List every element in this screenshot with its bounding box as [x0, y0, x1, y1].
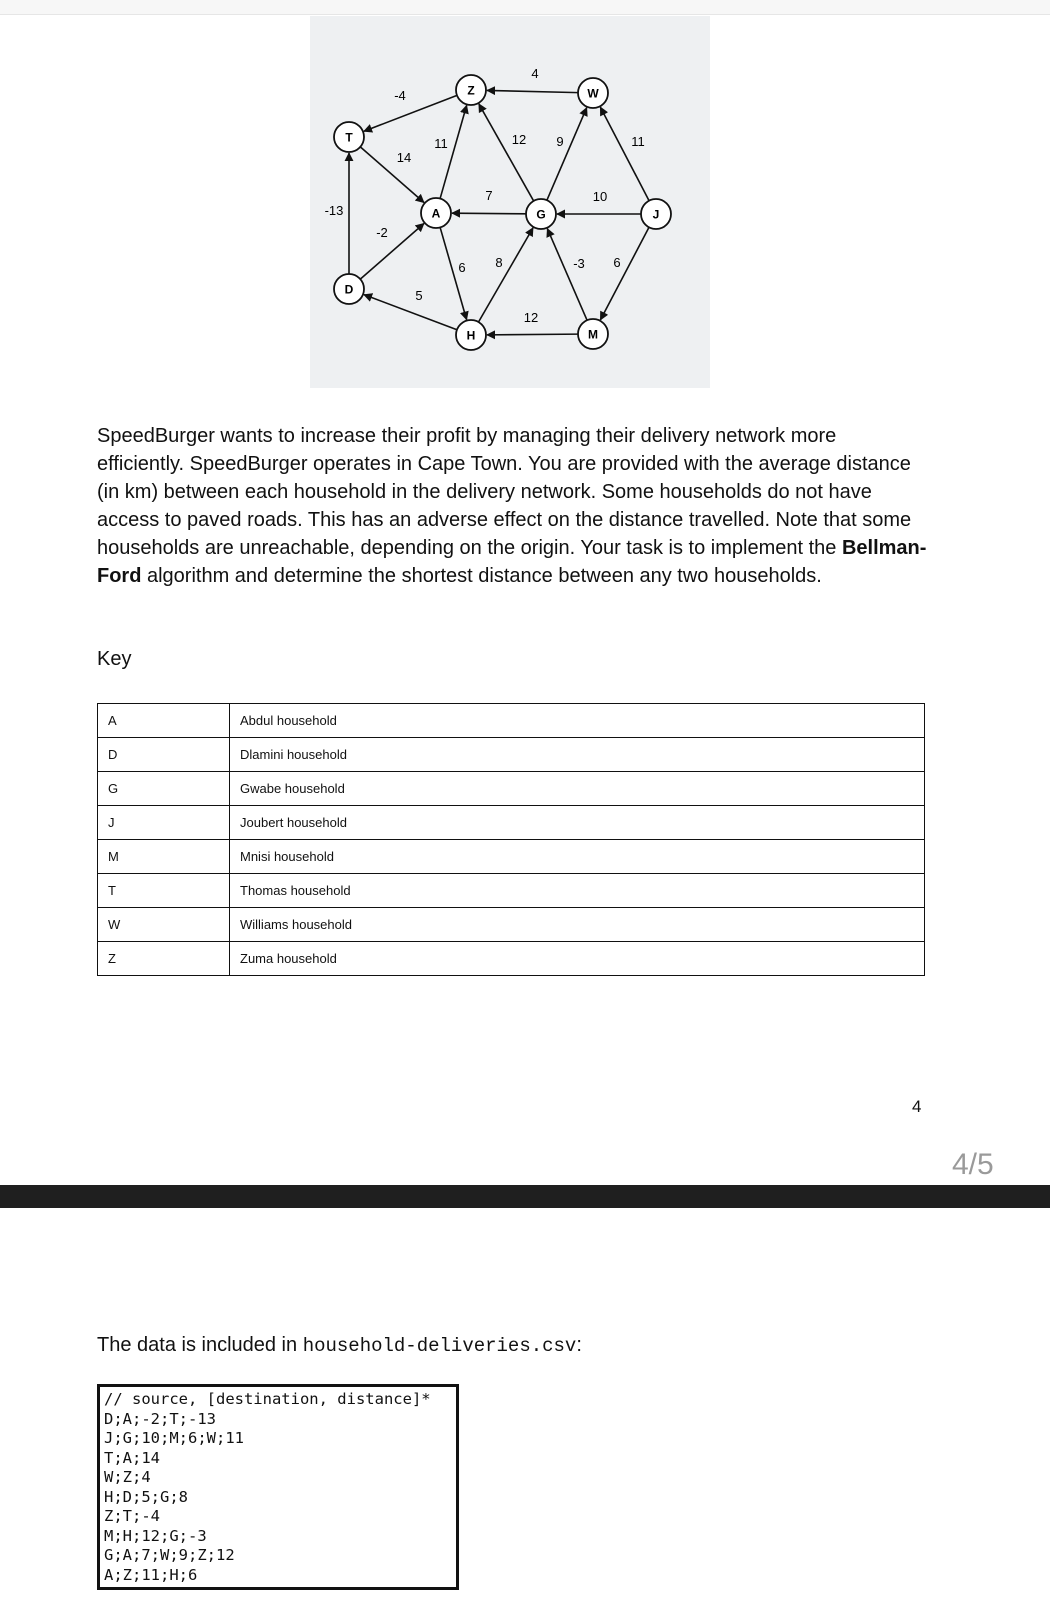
data-trail-text: : [576, 1334, 582, 1356]
edge-weight-label: 4 [531, 66, 539, 81]
csv-line: M;H;12;G;-3 [104, 1526, 207, 1545]
top-edge [0, 0, 1050, 15]
csv-code-block [97, 1384, 459, 1590]
edge-t-to-a [360, 147, 424, 203]
edge-weight-label: -3 [573, 256, 585, 271]
key-row-d [98, 738, 925, 772]
page-number: 4 [912, 1097, 922, 1116]
key-heading: Key [97, 648, 132, 670]
key-table [97, 703, 925, 976]
edge-weight-label: 11 [434, 136, 448, 151]
edge-w-to-z [487, 90, 578, 92]
csv-line: T;A;14 [104, 1448, 160, 1467]
key-household-name: Joubert household [230, 806, 925, 840]
node-w [578, 78, 608, 108]
edge-weight-label: 8 [495, 255, 503, 270]
edge-d-to-a [360, 224, 424, 280]
edge-m-to-g [547, 229, 587, 321]
edge-weight-label: -4 [394, 88, 406, 103]
edge-h-to-d [364, 295, 457, 330]
edge-weight-label: 12 [511, 132, 527, 147]
edge-h-to-g [479, 228, 533, 322]
edge-g-to-a [452, 213, 526, 214]
data-source-line [97, 1334, 582, 1357]
page-divider [0, 1185, 1050, 1208]
edge-m-to-h [487, 334, 578, 335]
key-row-w [98, 908, 925, 942]
key-code: A [98, 704, 230, 738]
edge-weight-label: 6 [458, 260, 466, 275]
node-label: T [345, 130, 353, 145]
key-household-name: Thomas household [230, 874, 925, 908]
edge-weight-label: 6 [613, 255, 621, 270]
page-progress: 4/5 [952, 1148, 994, 1181]
edge-weight-label: 9 [556, 134, 564, 149]
key-code: W [98, 908, 230, 942]
edge-weight-label: -13 [324, 203, 344, 218]
edge-weight-label: 14 [396, 150, 412, 165]
data-lead-text: The data is included in [97, 1334, 303, 1356]
node-label: D [344, 282, 354, 297]
csv-line: G;A;7;W;9;Z;12 [104, 1546, 235, 1564]
edge-j-to-w [600, 107, 649, 201]
key-row-g [98, 772, 925, 806]
csv-line: H;D;5;G;8 [104, 1487, 188, 1506]
intro-text-end: algorithm and determine the shortest distance between any two households. [141, 565, 822, 587]
csv-filename: household-deliveries.csv [302, 1335, 577, 1357]
intro-text-start: SpeedBurger wants to increase their profit by managing their delivery network more efficiently. SpeedBurger operates in Cape Town. You are provided with the average distance (in km) between each household in the delivery network. Some households do not have access to paved roads. This has an adverse effect on the distance travelled. Note that some households are unreachable, depending on the origin. Your task is to implement the [97, 425, 912, 559]
intro-paragraph [97, 422, 927, 590]
node-h [456, 320, 486, 350]
node-label: Z [467, 83, 475, 98]
key-household-name: Williams household [230, 908, 925, 942]
key-code: Z [98, 942, 230, 976]
csv-line: W;Z;4 [104, 1468, 151, 1486]
node-label: M [588, 327, 598, 342]
edge-weight-label: 10 [592, 189, 608, 204]
node-g [526, 199, 556, 229]
node-m [578, 319, 608, 349]
node-label: W [587, 86, 599, 101]
key-household-name: Abdul household [230, 704, 925, 738]
csv-line: D;A;-2;T;-13 [104, 1409, 216, 1428]
edge-j-to-m [600, 227, 649, 320]
key-code: D [98, 738, 230, 772]
node-label: G [536, 207, 546, 222]
key-row-j [98, 806, 925, 840]
edge-weight-label: 7 [485, 188, 493, 203]
key-code: G [98, 772, 230, 806]
node-label: J [652, 207, 660, 222]
edge-weight-label: 5 [415, 288, 423, 303]
edge-g-to-w [547, 108, 587, 201]
key-code: T [98, 874, 230, 908]
node-z [456, 75, 486, 105]
edge-weight-label: 11 [631, 134, 645, 149]
key-row-z [98, 942, 925, 976]
edge-a-to-z [440, 105, 467, 198]
key-row-a [98, 704, 925, 738]
csv-line: // source, [destination, distance]* [104, 1390, 431, 1408]
node-a [421, 198, 451, 228]
csv-line: Z;T;-4 [104, 1507, 160, 1525]
key-row-m [98, 840, 925, 874]
key-household-name: Mnisi household [230, 840, 925, 874]
edge-weight-label: 12 [523, 310, 539, 325]
key-code: M [98, 840, 230, 874]
key-household-name: Gwabe household [230, 772, 925, 806]
key-row-t [98, 874, 925, 908]
graph-canvas [310, 16, 710, 388]
node-d [334, 274, 364, 304]
key-household-name: Zuma household [230, 942, 925, 976]
csv-line: A;Z;11;H;6 [104, 1565, 198, 1584]
node-label: A [431, 206, 441, 221]
csv-line: J;G;10;M;6;W;11 [104, 1429, 244, 1447]
edge-g-to-z [479, 104, 534, 201]
algorithm-name: Bellman-Ford [97, 537, 927, 587]
edge-z-to-t [364, 95, 457, 131]
key-code: J [98, 806, 230, 840]
node-label: H [466, 328, 476, 343]
node-t [334, 122, 364, 152]
edge-weight-label: -2 [376, 225, 388, 240]
key-household-name: Dlamini household [230, 738, 925, 772]
network-graph [310, 16, 710, 388]
node-j [641, 199, 671, 229]
